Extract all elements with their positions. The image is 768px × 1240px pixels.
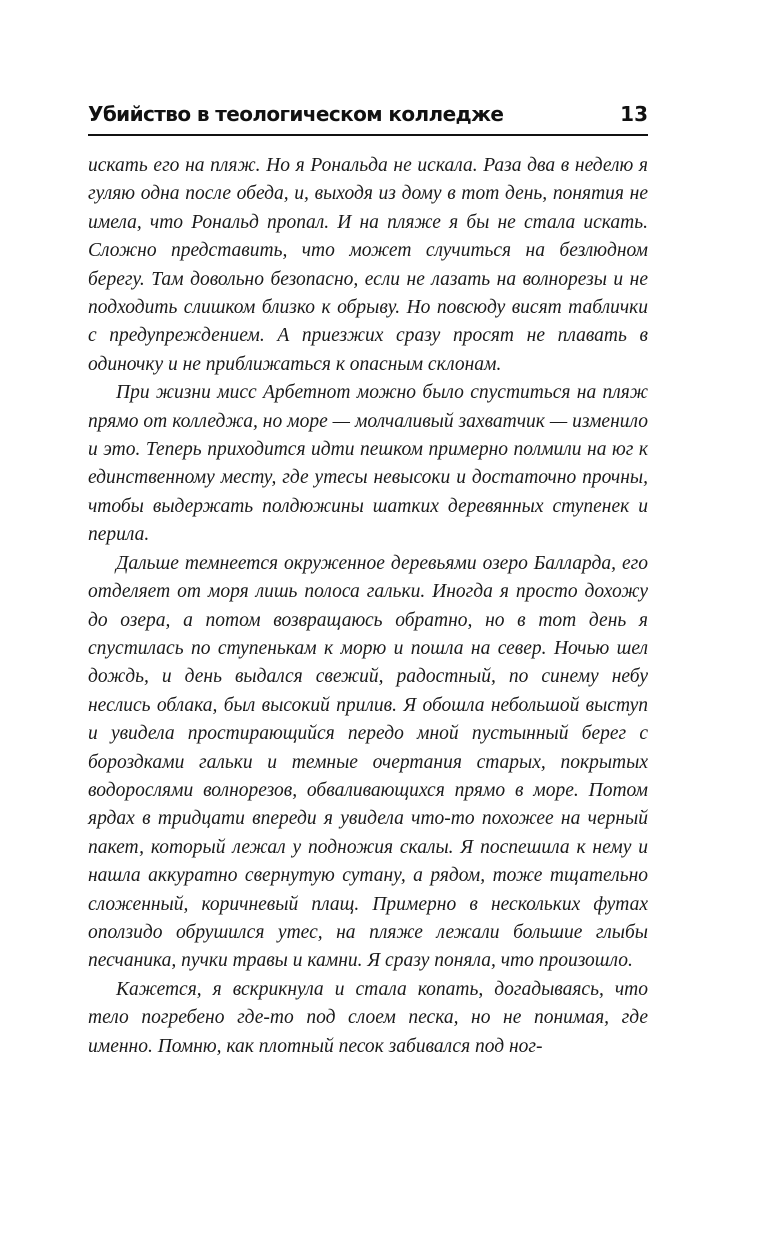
paragraph-2: При жизни мисс Арбетнот можно было спуститься на пляж прямо от колледжа, но море — молчаливый захватчик — изменило и это. Теперь приходится идти пешком примерно полмили на юг к единственному месту, где утесы невысоки и достаточно прочны, чтобы выдержать полдюжины шатких деревянных ступенек и перила. [88, 382, 648, 546]
page-number: 13 [620, 102, 648, 126]
body-text [88, 152, 648, 1061]
running-head [88, 100, 648, 136]
paragraph-3: Дальше темнеется окруженное деревьями озеро Балларда, его отделяет от моря лишь полоса гальки. Иногда я просто дохожу до озера, а потом возвращаюсь обратно, но в тот день я спустилась по ступенькам к морю и пошла на север. Ночью шел дождь, и день выдался свежий, радостный, по синему небу неслись облака, был высокий прилив. Я обошла небольшой выступ и увидела простирающийся передо мной пустынный берег с бороздками гальки и темные очертания старых, покрытых водорослями волнорезов, обваливающихся прямо в море. Потом ярдах в тридцати впереди я увидела что-то похожее на черный пакет, который лежал у подножия скалы. Я поспешила к нему и нашла аккуратно свернутую сутану, а рядом, тоже тщательно сложенный, коричневый плащ. Примерно в нескольких футах оползидо обрушился утес, на пляже лежали большие глыбы песчаника, пучки травы и камни. Я сразу поняла, что произошло. [88, 552, 648, 972]
paragraph-4: Кажется, я вскрикнула и стала копать, догадываясь, что тело погребено где-то под слоем песка, но не понимая, где именно. Помню, как плотный песок забивался под ног- [88, 978, 648, 1057]
paragraph-1: искать его на пляж. Но я Рональда не искала. Раза два в неделю я гуляю одна после обеда, и, выходя из дому в тот день, понятия не имела, что Рональд пропал. И на пляже я бы не стала искать. Сложно представить, что может случиться на безлюдном берегу. Там довольно безопасно, если не лазать на волнорезы и не подходить слишком близко к обрыву. Но повсюду висят таблички с предупреждением. А приезжих сразу просят не плавать в одиночку и не приближаться к опасным склонам. [88, 155, 648, 375]
running-title: Убийство в теологическом колледже [88, 102, 504, 126]
